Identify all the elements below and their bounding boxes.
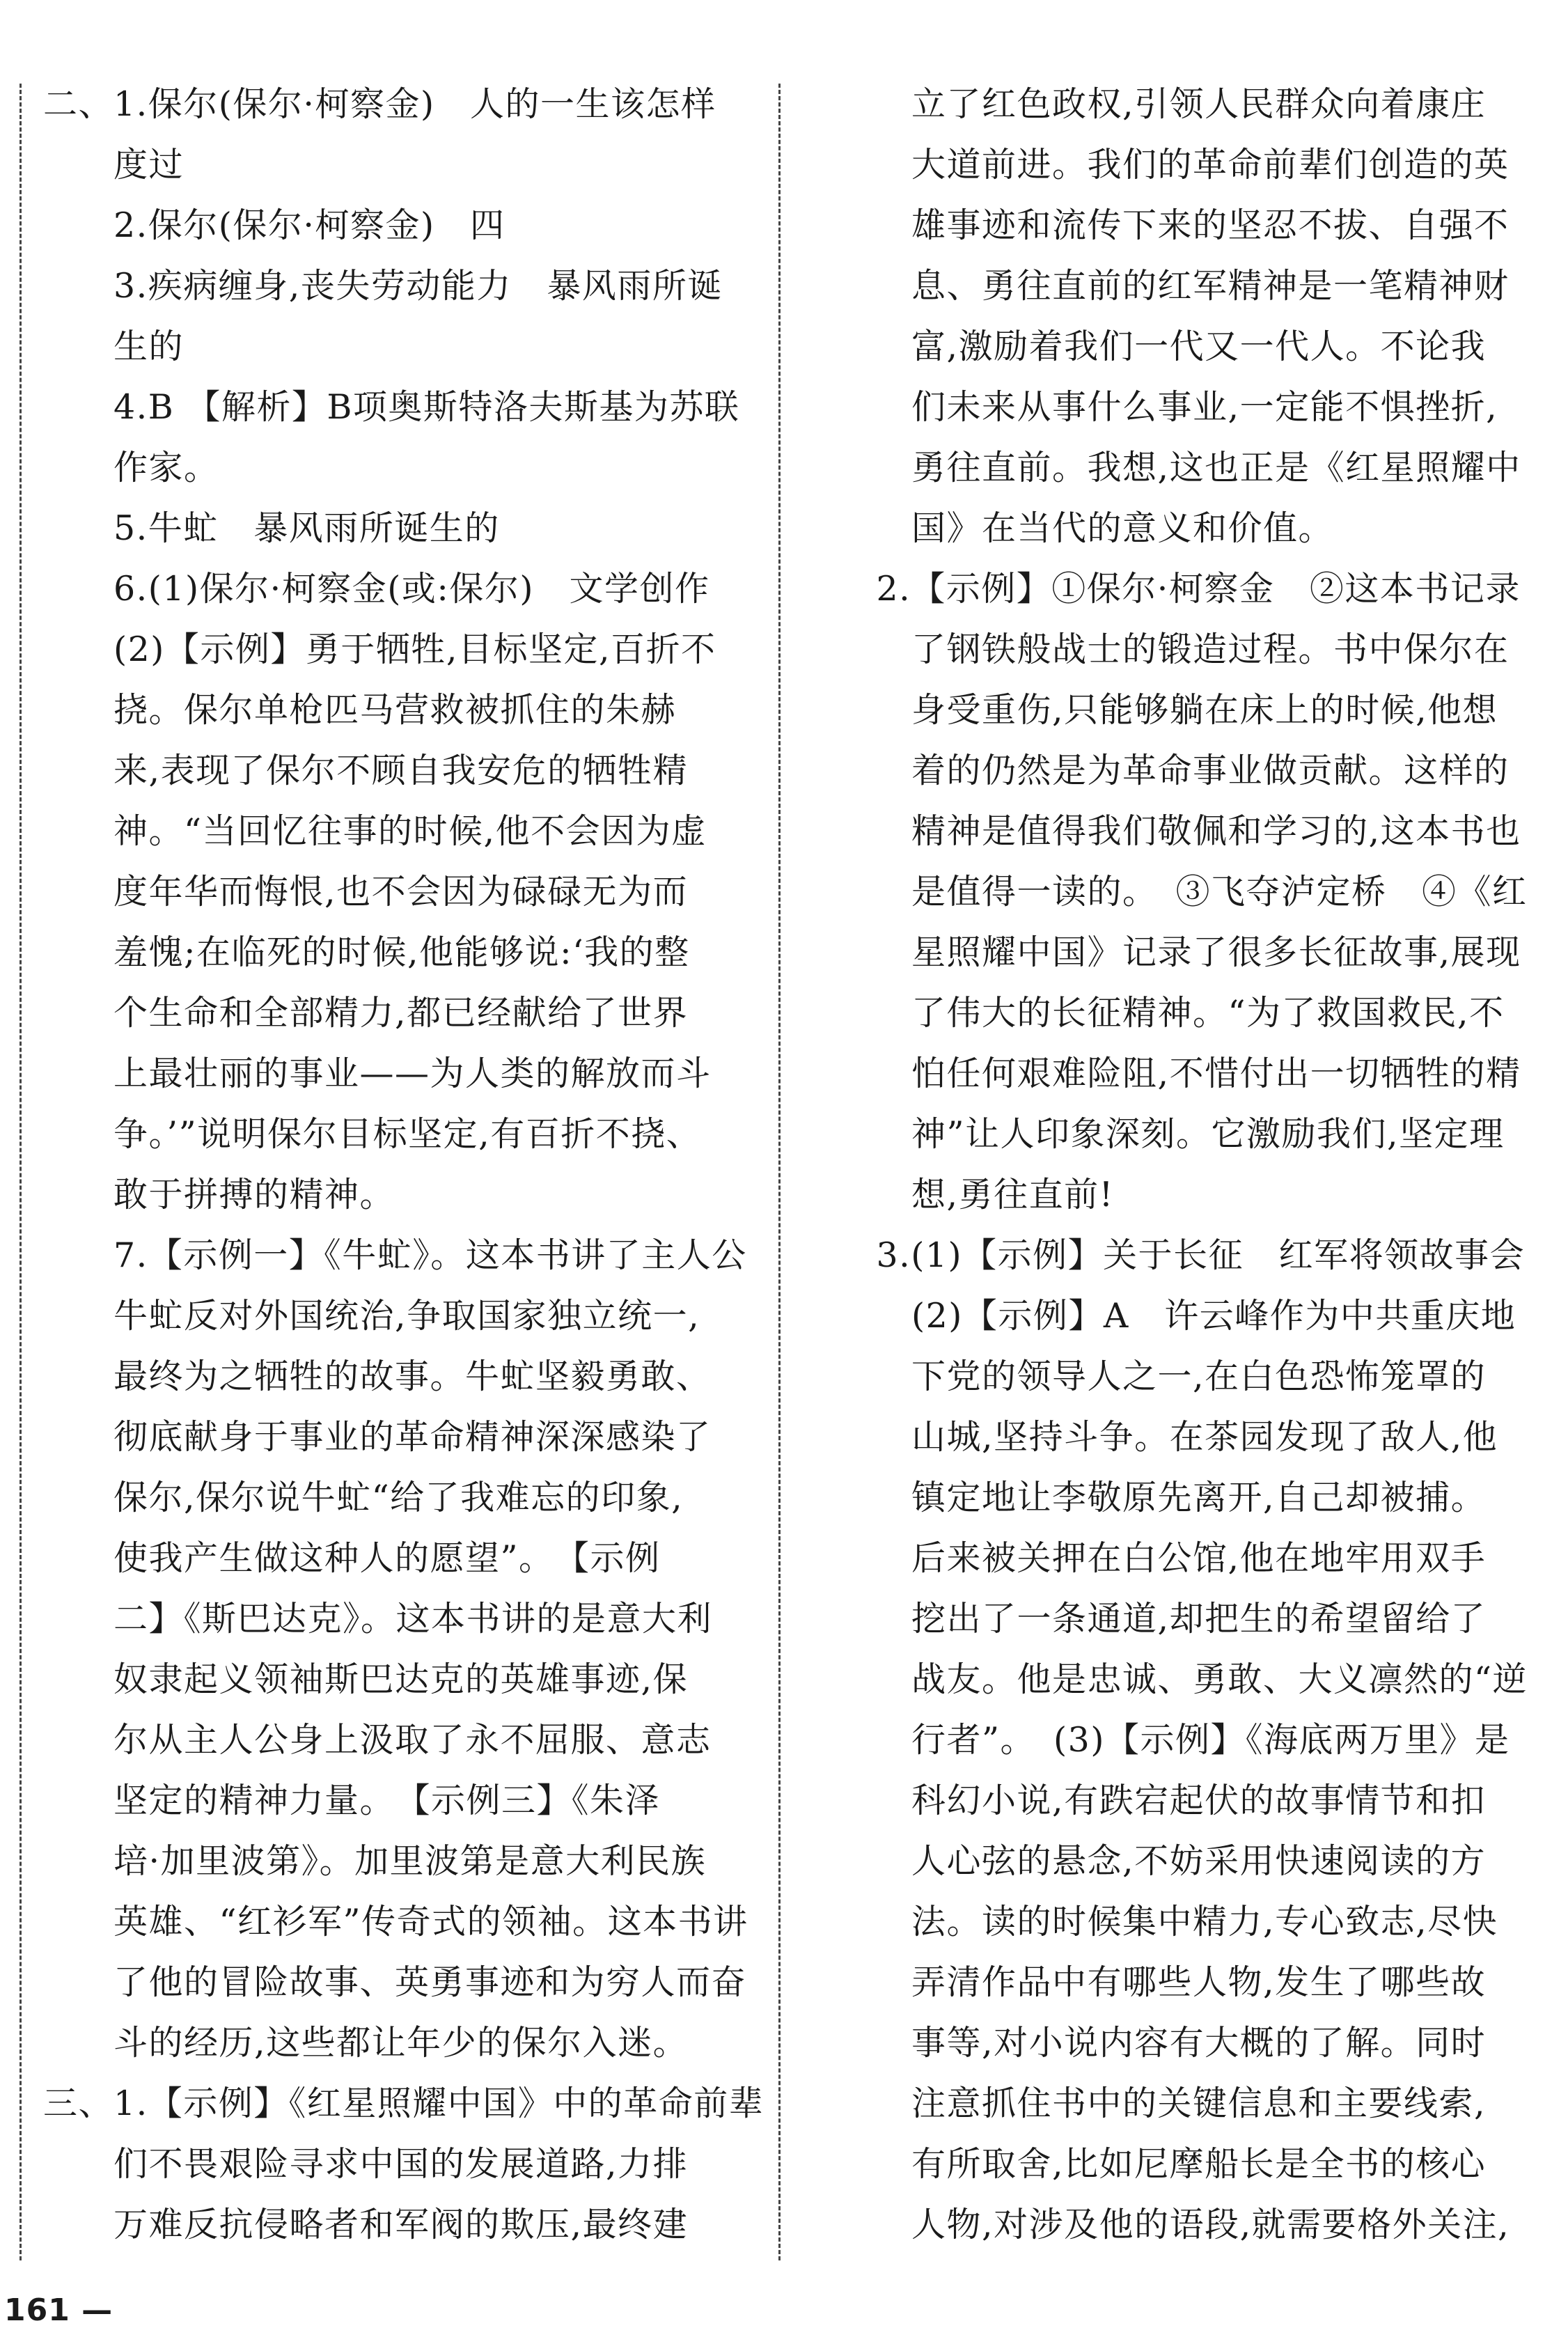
text-line: 6.(1)保尔·柯察金(或:保尔) 文学创作 [43,569,710,609]
text-line: 二】《斯巴达克》。这本书讲的是意大利 [43,1599,713,1639]
text-line: 弄清作品中有哪些人物,发生了哪些故 [841,1962,1487,2002]
text-line: 神”让人印象深刻。它激励我们,坚定理 [841,1114,1505,1154]
text-line: 3.疾病缠身,丧失劳动能力 暴风雨所诞 [43,266,723,306]
text-line: 是值得一读的。 ③飞夺泸定桥 ④《红 [841,872,1528,912]
text-line: 国》在当代的意义和价值。 [841,508,1334,548]
text-line: 上最壮丽的事业——为人类的解放而斗 [43,1054,712,1093]
text-line: 雄事迹和流传下来的坚忍不拔、自强不 [841,205,1510,245]
text-line: 后来被关押在白公馆,他在地牢用双手 [841,1538,1487,1578]
text-line: 度过 [43,145,185,185]
left-margin-dashed-rule [19,84,22,2260]
right-column [841,74,1544,2255]
text-line: 争。’”说明保尔目标坚定,有百折不挠、 [43,1114,702,1154]
text-line: 度年华而悔恨,也不会因为碌碌无为而 [43,872,689,912]
text-line: 着的仍然是为革命事业做贡献。这样的 [841,751,1510,790]
text-line: 培·加里波第》。加里波第是意大利民族 [43,1841,707,1881]
text-line: 作家。 [43,448,219,487]
text-line: 行者”。 (3)【示例】《海底两万里》是 [841,1720,1510,1760]
text-line: 万难反抗侵略者和军阀的欺压,最终建 [43,2205,689,2244]
text-line: 怕任何艰难险阻,不惜付出一切牺牲的精 [841,1054,1521,1093]
text-line: 敢于拼搏的精神。 [43,1175,395,1214]
text-line: 挠。保尔单枪匹马营救被抓住的朱赫 [43,690,677,730]
text-line: 立了红色政权,引领人民群众向着康庄 [841,84,1487,124]
text-line: 使我产生做这种人的愿望”。 【示例 [43,1538,661,1578]
text-line: 人心弦的悬念,不妨采用快速阅读的方 [841,1841,1487,1881]
text-line: 事等,对小说内容有大概的了解。同时 [841,2023,1487,2063]
text-line: 有所取舍,比如尼摩船长是全书的核心 [841,2144,1487,2184]
text-line: 镇定地让李敬原先离开,自己却被捕。 [841,1478,1487,1517]
text-line: 尔从主人公身上汲取了永不屈服、意志 [43,1720,712,1760]
text-line: 勇往直前。我想,这也正是《红星照耀中 [841,448,1521,487]
text-line: 星照耀中国》记录了很多长征故事,展现 [841,932,1521,972]
text-line: 神。“当回忆往事的时候,他不会因为虚 [43,811,707,851]
text-line: 3.(1)【示例】关于长征 红军将领故事会 [841,1235,1526,1275]
text-line: 羞愧;在临死的时候,他能够说:‘我的整 [43,932,690,972]
text-line: 二、1.保尔(保尔·柯察金) 人的一生该怎样 [43,84,716,124]
text-line: 4.B 【解析】B项奥斯特洛夫斯基为苏联 [43,387,740,427]
text-line: 英雄、“红衫军”传奇式的领袖。这本书讲 [43,1902,748,1941]
text-line: 战友。他是忠诚、勇敢、大义凛然的“逆 [841,1659,1528,1699]
text-line: 彻底献身于事业的革命精神深深感染了 [43,1417,712,1457]
text-line: 来,表现了保尔不顾自我安危的牺牲精 [43,751,689,790]
text-line: 个生命和全部精力,都已经献给了世界 [43,993,689,1033]
text-line: 息、勇往直前的红军精神是一笔精神财 [841,266,1510,306]
text-line: 精神是值得我们敬佩和学习的,这本书也 [841,811,1521,851]
text-line: 斗的经历,这些都让年少的保尔入迷。 [43,2023,689,2063]
text-line: 坚定的精神力量。 【示例三】《朱泽 [43,1781,661,1820]
text-line: 法。读的时候集中精力,专心致志,尽快 [841,1902,1498,1941]
text-line: 下党的领导人之一,在白色恐怖笼罩的 [841,1357,1487,1396]
text-line: 生的 [43,327,185,366]
text-line: 了伟大的长征精神。“为了救国救民,不 [841,993,1505,1033]
text-line: 注意抓住书中的关键信息和主要线索, [841,2084,1487,2123]
text-line: 富,激励着我们一代又一代人。不论我 [841,327,1487,366]
text-line: 了钢铁般战士的锻造过程。书中保尔在 [841,630,1510,669]
text-line: 最终为之牺牲的故事。牛虻坚毅勇敢、 [43,1357,712,1396]
text-line: 2.【示例】①保尔·柯察金 ②这本书记录 [841,569,1521,609]
text-line: 牛虻反对外国统治,争取国家独立统一, [43,1296,700,1336]
text-line: 山城,坚持斗争。在茶园发现了敌人,他 [841,1417,1498,1457]
text-line: 想,勇往直前! [841,1175,1114,1214]
text-line: 了他的冒险故事、英勇事迹和为穷人而奋 [43,1962,747,2002]
text-line: 保尔,保尔说牛虻“给了我难忘的印象, [43,1478,684,1517]
text-line: 挖出了一条通道,却把生的希望留给了 [841,1599,1487,1639]
text-line: (2)【示例】勇于牺牲,目标坚定,百折不 [43,630,716,669]
text-line: 5.牛虻 暴风雨所诞生的 [43,508,500,548]
text-line: 身受重伤,只能够躺在床上的时候,他想 [841,690,1498,730]
text-line: 三、1.【示例】《红星照耀中国》中的革命前辈 [43,2084,765,2123]
text-line: 们未来从事什么事业,一定能不惧挫折, [841,387,1498,427]
text-line: 奴隶起义领袖斯巴达克的英雄事迹,保 [43,1659,689,1699]
text-line: 科幻小说,有跌宕起伏的故事情节和扣 [841,1781,1487,1820]
text-line: (2)【示例】A 许云峰作为中共重庆地 [841,1296,1516,1336]
text-line: 7.【示例一】《牛虻》。这本书讲了主人公 [43,1235,747,1275]
text-line: 2.保尔(保尔·柯察金) 四 [43,205,505,245]
left-column [43,74,765,2255]
text-line: 们不畏艰险寻求中国的发展道路,力排 [43,2144,689,2184]
page-number: 161 — [4,2292,113,2328]
text-line: 大道前进。我们的革命前辈们创造的英 [841,145,1510,185]
column-divider-dashed-rule [778,84,781,2260]
text-line: 人物,对涉及他的语段,就需要格外关注, [841,2205,1510,2244]
